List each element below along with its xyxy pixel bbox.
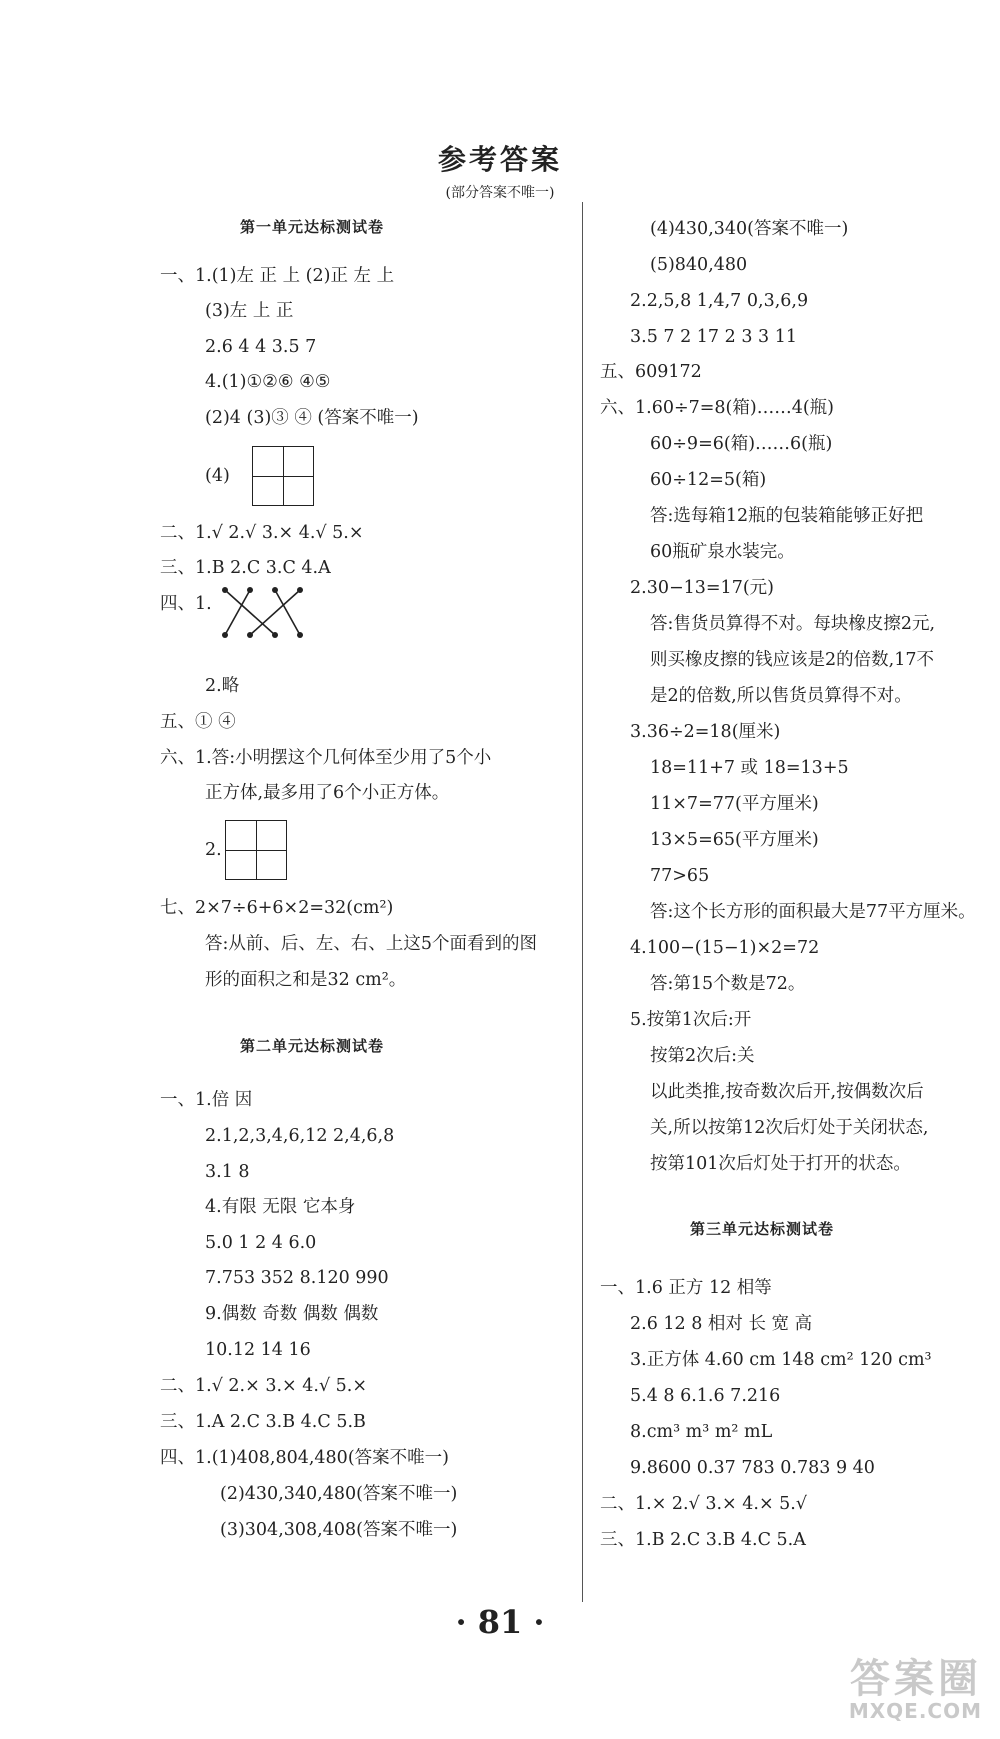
unit1-q3: 三、1.B 2.C 3.C 4.A bbox=[160, 558, 331, 578]
unit1-q1-4c: (4) bbox=[205, 466, 230, 486]
unit1-q6a: 六、1.答:小明摆这个几何体至少用了5个小 bbox=[160, 748, 492, 768]
match-dot bbox=[247, 587, 253, 593]
unit2-q1-3: 3.1 8 bbox=[205, 1162, 250, 1182]
unit1-q6b: 正方体,最多用了6个小正方体。 bbox=[205, 783, 450, 803]
unit2-q4-1: 四、1.(1)408,804,480(答案不唯一) bbox=[160, 1448, 449, 1468]
unit2-q1-2: 2.1,2,3,4,6,12 2,4,6,8 bbox=[205, 1126, 395, 1146]
watermark-url: MXQE.COM bbox=[848, 1699, 982, 1723]
unit1-q1-1a: 一、1.(1)左 正 上 (2)正 左 上 bbox=[160, 266, 395, 286]
unit2-q6-4b: 答:第15个数是72。 bbox=[650, 974, 806, 994]
unit1-q1-4a: 4.(1)①②⑥ ④⑤ bbox=[205, 372, 331, 392]
unit1-heading: 第一单元达标测试卷 bbox=[240, 218, 385, 236]
unit2-q4-b2: 2.2,5,8 1,4,7 0,3,6,9 bbox=[630, 291, 809, 311]
unit2-q6-1e: 60瓶矿泉水装完。 bbox=[650, 542, 795, 562]
watermark-logo-text: 答案圈 bbox=[850, 1655, 982, 1702]
unit2-q1-10: 10.12 14 16 bbox=[205, 1340, 311, 1360]
unit1-q5: 五、① ④ bbox=[160, 712, 236, 732]
unit2-q6-1c: 60÷12=5(箱) bbox=[650, 470, 767, 490]
unit3-q3: 三、1.B 2.C 3.B 4.C 5.A bbox=[600, 1530, 806, 1550]
match-dot bbox=[297, 587, 303, 593]
unit2-q4-5: (5)840,480 bbox=[650, 255, 748, 275]
unit2-q6-1d: 答:选每箱12瓶的包装箱能够正好把 bbox=[650, 506, 924, 526]
unit3-q1-9: 9.8600 0.37 783 0.783 9 40 bbox=[630, 1458, 875, 1478]
unit2-q6-1a: 六、1.60÷7=8(箱)……4(瓶) bbox=[600, 398, 835, 418]
unit3-q1-8: 8.cm³ m³ m² mL bbox=[630, 1422, 773, 1442]
unit3-q1-3: 3.正方体 4.60 cm 148 cm² 120 cm³ bbox=[630, 1350, 932, 1370]
unit3-q1-5: 5.4 8 6.1.6 7.216 bbox=[630, 1386, 781, 1406]
unit2-q6-3b: 18=11+7 或 18=13+5 bbox=[650, 758, 849, 778]
unit2-q6-2c: 则买橡皮擦的钱应该是2的倍数,17不 bbox=[650, 650, 934, 670]
match-line bbox=[275, 590, 300, 635]
unit2-q6-1b: 60÷9=6(箱)……6(瓶) bbox=[650, 434, 833, 454]
unit1-matching-figure bbox=[220, 580, 310, 640]
unit2-heading: 第二单元达标测试卷 bbox=[240, 1037, 385, 1055]
unit1-q1-1b: (3)左 上 正 bbox=[205, 301, 294, 321]
unit2-q1-7: 7.753 352 8.120 990 bbox=[205, 1268, 389, 1288]
column-divider bbox=[582, 202, 583, 1602]
unit3-heading: 第三单元达标测试卷 bbox=[690, 1220, 835, 1238]
unit2-q6-3f: 答:这个长方形的面积最大是77平方厘米。 bbox=[650, 902, 976, 922]
watermark bbox=[848, 1655, 982, 1723]
match-dot bbox=[222, 632, 228, 638]
unit3-q1-2: 2.6 12 8 相对 长 宽 高 bbox=[630, 1314, 813, 1334]
unit2-q4-3: (3)304,308,408(答案不唯一) bbox=[220, 1520, 458, 1540]
unit2-q6-3d: 13×5=65(平方厘米) bbox=[650, 830, 819, 850]
unit1-q2: 二、1.√ 2.√ 3.× 4.√ 5.× bbox=[160, 523, 364, 543]
unit1-q1-2: 2.6 4 4 3.5 7 bbox=[205, 337, 317, 357]
unit2-q6-5e: 按第101次后灯处于打开的状态。 bbox=[650, 1154, 911, 1174]
unit2-q6-2d: 是2的倍数,所以售货员算得不对。 bbox=[650, 686, 912, 706]
match-dot bbox=[272, 587, 278, 593]
unit2-q5: 五、609172 bbox=[600, 362, 702, 382]
unit2-q6-3c: 11×7=77(平方厘米) bbox=[650, 794, 819, 814]
unit1-q7a: 七、2×7÷6+6×2=32(cm²) bbox=[160, 898, 394, 918]
unit2-q1-1: 一、1.倍 因 bbox=[160, 1090, 253, 1110]
unit1-grid-figure bbox=[252, 446, 314, 506]
match-line bbox=[225, 590, 275, 635]
unit2-q6-2a: 2.30−13=17(元) bbox=[630, 578, 774, 598]
match-dot bbox=[247, 632, 253, 638]
unit2-q6-4a: 4.100−(15−1)×2=72 bbox=[630, 938, 820, 958]
unit3-q2: 二、1.× 2.√ 3.× 4.× 5.√ bbox=[600, 1494, 808, 1514]
unit1-answer-grid bbox=[225, 820, 287, 880]
unit1-q4-1: 四、1. bbox=[160, 594, 212, 614]
unit2-q4-2: (2)430,340,480(答案不唯一) bbox=[220, 1484, 458, 1504]
match-dot bbox=[297, 632, 303, 638]
unit1-q7c: 形的面积之和是32 cm²。 bbox=[205, 970, 407, 990]
match-dot bbox=[222, 587, 228, 593]
unit2-q6-3e: 77>65 bbox=[650, 866, 710, 886]
page-subtitle: (部分答案不唯一) bbox=[445, 185, 555, 201]
unit2-q1-4: 4.有限 无限 它本身 bbox=[205, 1197, 356, 1217]
unit2-q2: 二、1.√ 2.× 3.× 4.√ 5.× bbox=[160, 1376, 368, 1396]
unit3-q1-1: 一、1.6 正方 12 相等 bbox=[600, 1278, 772, 1298]
unit2-q6-5b: 按第2次后:关 bbox=[650, 1046, 755, 1066]
unit2-q3: 三、1.A 2.C 3.B 4.C 5.B bbox=[160, 1412, 366, 1432]
unit2-q6-5c: 以此类推,按奇数次后开,按偶数次后 bbox=[650, 1082, 924, 1102]
unit2-q6-3a: 3.36÷2=18(厘米) bbox=[630, 722, 781, 742]
unit2-q6-5a: 5.按第1次后:开 bbox=[630, 1010, 752, 1030]
grid-hline bbox=[226, 850, 286, 851]
unit2-q4-4: (4)430,340(答案不唯一) bbox=[650, 219, 849, 239]
grid-hline bbox=[253, 476, 313, 477]
unit2-q4-b3: 3.5 7 2 17 2 3 3 11 bbox=[630, 327, 797, 347]
unit1-q6-2: 2. bbox=[205, 840, 222, 860]
page-number: · 81 · bbox=[455, 1603, 545, 1641]
unit1-q1-4b: (2)4 (3)③ ④ (答案不唯一) bbox=[205, 408, 419, 428]
unit1-q7b: 答:从前、后、左、右、上这5个面看到的图 bbox=[205, 934, 538, 954]
match-line bbox=[250, 590, 300, 635]
unit2-q1-9: 9.偶数 奇数 偶数 偶数 bbox=[205, 1304, 379, 1324]
match-line bbox=[225, 590, 250, 635]
unit2-q1-5: 5.0 1 2 4 6.0 bbox=[205, 1233, 317, 1253]
page-title: 参考答案 bbox=[437, 143, 562, 176]
unit2-q6-2b: 答:售货员算得不对。每块橡皮擦2元, bbox=[650, 614, 936, 634]
match-dot bbox=[272, 632, 278, 638]
unit1-q4-2: 2.略 bbox=[205, 676, 240, 696]
unit2-q6-5d: 关,所以按第12次后灯处于关闭状态, bbox=[650, 1118, 929, 1138]
